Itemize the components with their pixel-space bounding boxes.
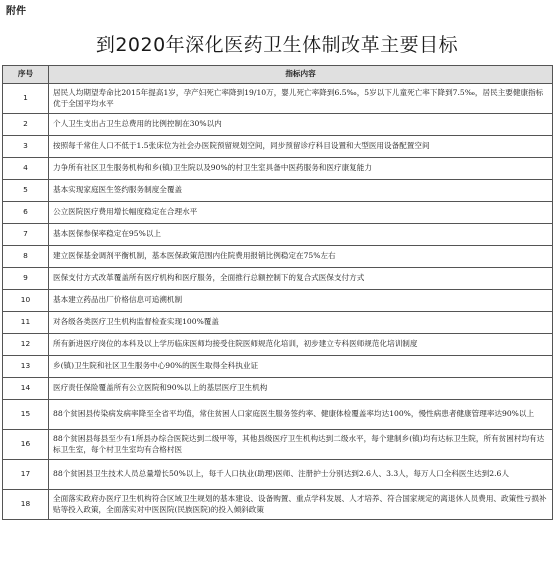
table-row [3, 312, 553, 334]
row-content: 全面落实政府办医疗卫生机构符合区域卫生规划的基本建设、设备购置、重点学科发展、人才培养、符合国家规定的离退休人员费用、政策性亏损补贴等投入政策，全面落实对中医医院(民族医院)的投入倾斜政策 [49, 490, 553, 520]
table-row [3, 84, 553, 114]
row-number: 5 [3, 180, 49, 202]
table-row [3, 224, 553, 246]
row-content: 对各级各类医疗卫生机构监督检查实现100%覆盖 [49, 312, 553, 334]
row-content: 基本建立药品出厂价格信息可追溯机制 [49, 290, 553, 312]
row-content: 建立医保基金调剂平衡机制，基本医保政策范围内住院费用报销比例稳定在75%左右 [49, 246, 553, 268]
table-row [3, 356, 553, 378]
row-content: 按照每千常住人口不低于1.5张床位为社会办医院预留规划空间，同步预留诊疗科目设置和大型医用设备配置空间 [49, 136, 553, 158]
row-content: 公立医院医疗费用增长幅度稳定在合理水平 [49, 202, 553, 224]
table-row [3, 460, 553, 490]
row-number: 11 [3, 312, 49, 334]
row-number: 16 [3, 430, 49, 460]
row-number: 18 [3, 490, 49, 520]
targets-table [2, 65, 553, 520]
table-row [3, 268, 553, 290]
header-content: 指标内容 [49, 66, 553, 84]
table-row [3, 202, 553, 224]
row-content: 88个贫困县卫生技术人员总量增长50%以上，每千人口执业(助理)医师、注册护士分别达到2.6人、3.3人，每万人口全科医生达到2.6人 [49, 460, 553, 490]
table-row [3, 490, 553, 520]
row-number: 6 [3, 202, 49, 224]
table-row [3, 246, 553, 268]
row-content: 个人卫生支出占卫生总费用的比例控制在30%以内 [49, 114, 553, 136]
row-number: 1 [3, 84, 49, 114]
row-number: 14 [3, 378, 49, 400]
table-row [3, 180, 553, 202]
row-number: 3 [3, 136, 49, 158]
row-number: 4 [3, 158, 49, 180]
row-number: 17 [3, 460, 49, 490]
row-content: 医疗责任保险覆盖所有公立医院和90%以上的基层医疗卫生机构 [49, 378, 553, 400]
table-row [3, 136, 553, 158]
row-content: 所有新进医疗岗位的本科及以上学历临床医师均接受住院医师规范化培训，初步建立专科医师规范化培训制度 [49, 334, 553, 356]
row-content: 力争所有社区卫生服务机构和乡(镇)卫生院以及90%的村卫生室具备中医药服务和医疗康复能力 [49, 158, 553, 180]
header-number: 序号 [3, 66, 49, 84]
table-row [3, 290, 553, 312]
row-number: 15 [3, 400, 49, 430]
row-number: 2 [3, 114, 49, 136]
row-content: 88个贫困县每县至少有1所县办综合医院达到二级甲等，其他县级医疗卫生机构达到二级水平，每个建制乡(镇)均有达标卫生院，所有贫困村均有达标卫生室，每个村卫生室均有合格村医 [49, 430, 553, 460]
page-title: 到2020年深化医药卫生体制改革主要目标 [95, 34, 459, 56]
row-number: 12 [3, 334, 49, 356]
table-row [3, 378, 553, 400]
table-header-row [3, 66, 553, 84]
row-content: 乡(镇)卫生院和社区卫生服务中心90%的医生取得全科执业证 [49, 356, 553, 378]
row-number: 10 [3, 290, 49, 312]
table-row [3, 158, 553, 180]
table-row [3, 114, 553, 136]
attachment-label: 附件 [6, 6, 26, 17]
row-content: 医保支付方式改革覆盖所有医疗机构和医疗服务，全面推行总额控制下的复合式医保支付方式 [49, 268, 553, 290]
row-content: 基本实现家庭医生签约服务制度全覆盖 [49, 180, 553, 202]
row-number: 13 [3, 356, 49, 378]
row-content: 居民人均期望寿命比2015年提高1岁，孕产妇死亡率降到19/10万，婴儿死亡率降到6.5‰，5岁以下儿童死亡率下降到7.5‰，居民主要健康指标优于全国平均水平 [49, 84, 553, 114]
row-content: 基本医保参保率稳定在95%以上 [49, 224, 553, 246]
table-row [3, 430, 553, 460]
row-number: 8 [3, 246, 49, 268]
table-row [3, 400, 553, 430]
row-number: 9 [3, 268, 49, 290]
row-number: 7 [3, 224, 49, 246]
row-content: 88个贫困县传染病发病率降至全省平均值，常住贫困人口家庭医生服务签约率、健康体检覆盖率均达100%，慢性病患者健康管理率达90%以上 [49, 400, 553, 430]
table-row [3, 334, 553, 356]
